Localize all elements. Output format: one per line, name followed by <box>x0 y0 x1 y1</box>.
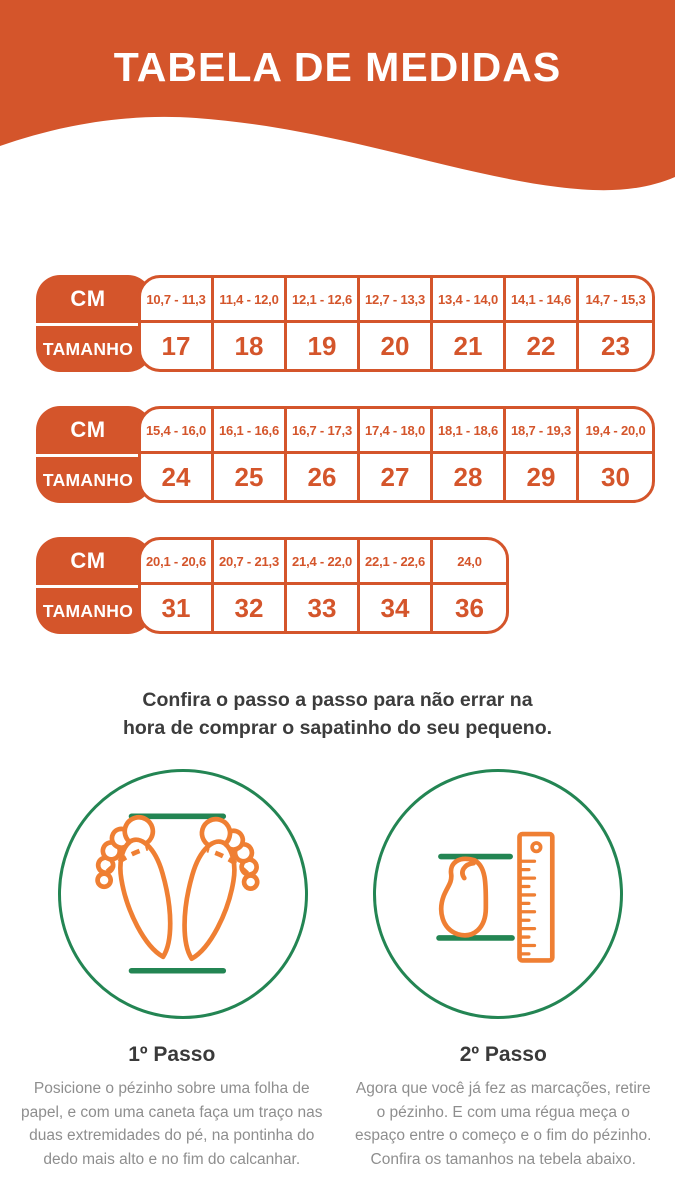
intro-line-1: Confira o passo a passo para não errar na <box>142 689 533 711</box>
cm-range-cell: 16,1 - 16,6 <box>214 409 287 454</box>
cm-label: CM <box>36 406 140 457</box>
cm-range-cell: 14,7 - 15,3 <box>579 278 652 323</box>
cm-range-cell: 20,1 - 20,6 <box>141 540 214 585</box>
step2-circle <box>373 769 623 1019</box>
cm-range-cell: 18,7 - 19,3 <box>506 409 579 454</box>
size-cell: 36 <box>455 592 484 623</box>
size-table <box>138 275 655 372</box>
cm-label: CM <box>36 275 140 326</box>
tamanho-label: TAMANHO <box>42 338 134 359</box>
size-cell: 22 <box>506 323 579 369</box>
step1-title: 1º Passo <box>128 1043 216 1066</box>
size-cell: 19 <box>287 323 360 369</box>
step1-circle <box>58 769 308 1019</box>
cm-range-cell: 19,4 - 20,0 <box>579 409 652 454</box>
size-cell: 25 <box>214 454 287 500</box>
foot-icon <box>66 777 300 1011</box>
size-table-label-block <box>36 406 152 503</box>
cm-range-cell: 13,4 - 14,0 <box>433 278 506 323</box>
size-cell: 33 <box>287 585 360 631</box>
cm-range-cell: 18,1 - 18,6 <box>433 409 506 454</box>
step-1 <box>6 1043 338 1171</box>
size-table <box>138 406 655 503</box>
size-cell: 17 <box>141 323 214 369</box>
size-cell: 29 <box>506 454 579 500</box>
size-table-group-2 <box>36 406 675 503</box>
header-wave-shape <box>0 0 675 196</box>
size-table-label-block <box>36 537 152 634</box>
size-table-group-1 <box>36 275 675 372</box>
cm-range-cell: 17,4 - 18,0 <box>360 409 433 454</box>
cm-range-cell: 12,7 - 13,3 <box>360 278 433 323</box>
intro-text <box>0 686 675 742</box>
page-title: TABELA DE MEDIDAS <box>113 44 562 90</box>
step1-description: Posicione o pézinho sobre uma folha de papel, e com uma caneta faça um traço nas duas extremidades do pé, na pontinha do dedo mais alto e no fim do calcanhar. <box>20 1080 323 1168</box>
size-cell: 20 <box>360 323 433 369</box>
size-cell: 28 <box>433 454 506 500</box>
size-table <box>138 537 509 634</box>
cm-range-cell: 15,4 - 16,0 <box>141 409 214 454</box>
step2-description: Agora que você já fez as marcações, retire o pézinho. E com uma régua meça o espaço entre o começo e o fim do pézinho. Confira os tamanhos na tebela abaixo. <box>355 1080 652 1168</box>
cm-range-cell: 12,1 - 12,6 <box>287 278 360 323</box>
cm-range-cell: 20,7 - 21,3 <box>214 540 287 585</box>
size-tables-section <box>0 275 675 634</box>
cm-range-cell: 22,1 - 22,6 <box>360 540 433 585</box>
step2-title: 2º Passo <box>459 1043 547 1066</box>
cm-range-cell: 16,7 - 17,3 <box>287 409 360 454</box>
cm-label: CM <box>36 537 140 588</box>
size-cell: 34 <box>360 585 433 631</box>
step-illustrations <box>0 769 675 1019</box>
step-2 <box>338 1043 670 1171</box>
size-table-group-3 <box>36 537 675 634</box>
size-cell: 26 <box>287 454 360 500</box>
size-cell: 32 <box>214 585 287 631</box>
size-cell: 21 <box>433 323 506 369</box>
size-cell: 23 <box>601 330 630 361</box>
cm-range-cell: 11,4 - 12,0 <box>214 278 287 323</box>
cm-range-cell: 24,0 <box>433 540 506 585</box>
intro-line-2: hora de comprar o sapatinho do seu pequeno. <box>122 717 553 739</box>
cm-range-cell: 14,1 - 14,6 <box>506 278 579 323</box>
size-cell: 18 <box>214 323 287 369</box>
size-cell: 31 <box>141 585 214 631</box>
size-cell: 27 <box>360 454 433 500</box>
step-texts <box>0 1043 675 1171</box>
tamanho-label: TAMANHO <box>42 600 134 621</box>
tamanho-label: TAMANHO <box>42 469 134 490</box>
size-table-label-block <box>36 275 152 372</box>
cm-range-cell: 10,7 - 11,3 <box>141 278 214 323</box>
ruler-icon <box>381 777 615 1011</box>
header-banner <box>0 0 675 196</box>
size-cell: 24 <box>141 454 214 500</box>
size-cell: 30 <box>601 461 630 492</box>
cm-range-cell: 21,4 - 22,0 <box>287 540 360 585</box>
